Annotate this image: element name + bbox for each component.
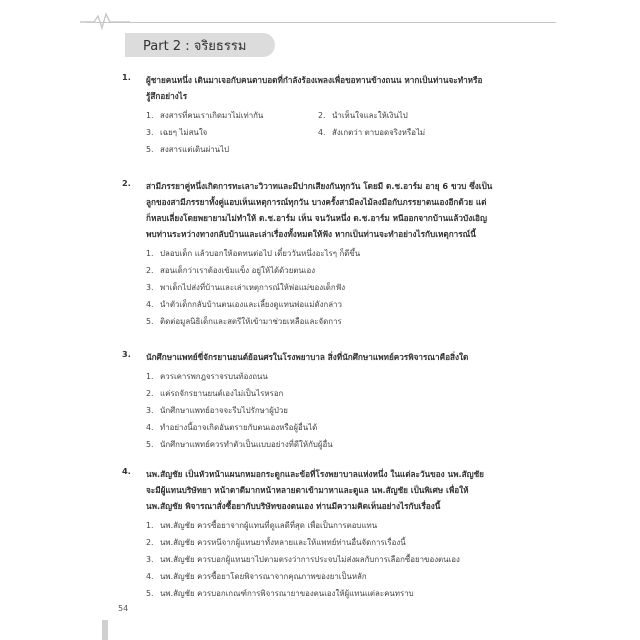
choice-number: 1.: [146, 249, 154, 258]
question-line: นักศึกษาแพทย์ขี่จักรยานยนต์ย้อนศรในโรงพยาบาล สิ่งที่นักศึกษาแพทย์ควรพิจารณาคือสิ่งใด: [146, 352, 469, 362]
question-line: ก็หลบเลี่ยงโดยพยายามไม่ทำให้ ด.ช.อาร์ม เห็น จนวันหนึ่ง ด.ช.อาร์ม หนีออกจากบ้านแล้วบังเอิญ: [146, 213, 487, 223]
choice-list: [146, 107, 522, 158]
choice-item[interactable]: [318, 107, 508, 124]
choice-text: นักศึกษาแพทย์ควรทำตัวเป็นแบบอย่างที่ดีให้กับผู้อื่น: [160, 440, 333, 449]
choice-number: 3.: [146, 406, 154, 415]
choice-number: 2.: [146, 538, 154, 547]
question-line: นพ.สัญชัย เป็นหัวหน้าแผนกหมอกระดูกและข้อที่โรงพยาบาลแห่งหนึ่ง ในแต่ละวันของ นพ.สัญชัย: [146, 469, 484, 479]
choice-item[interactable]: [146, 368, 522, 385]
section-title: Part 2 : จริยธรรม: [143, 38, 247, 54]
choice-item[interactable]: [146, 585, 522, 602]
question-text: [146, 178, 522, 242]
question-4: [122, 466, 522, 602]
choice-text: เฉยๆ ไม่สนใจ: [160, 128, 208, 137]
choice-number: 3.: [146, 128, 154, 137]
question-line: นพ.สัญชัย พิจารณาสั่งซื้อยากับบริษัทของตนเอง ท่านมีความคิดเห็นอย่างไรกับเรื่องนี้: [146, 501, 441, 511]
section-header: [125, 33, 275, 57]
question-line: รู้สึกอย่างไร: [146, 91, 188, 101]
choice-text: สงสารแต่เดินผ่านไป: [160, 145, 230, 154]
choice-text: แค่รถจักรยานยนต์เองไม่เป็นไรหรอก: [160, 389, 284, 398]
choice-number: 1.: [146, 111, 154, 120]
question-1: [122, 72, 522, 158]
choice-number: 1.: [146, 372, 154, 381]
choice-text: ทำอย่างนี้อาจเกิดอันตรายกับตนเองหรือผู้อื่นได้: [160, 423, 318, 432]
question-line: พบท่านระหว่างทางกลับบ้านและเล่าเรื่องทั้งหมดให้ฟัง หากเป็นท่านจะทำอย่างไรกับเหตุการณ์นี้: [146, 229, 476, 239]
choice-number: 3.: [146, 283, 154, 292]
question-line: จะมีผู้แทนบริษัทยา หน้าตาดีมากหน้าหลายตาเข้ามาหาและดูแล นพ.สัญชัย เป็นพิเศษ เพื่อให้: [146, 485, 469, 495]
choice-text: นพ.สัญชัย ควรซื้อยาโดยพิจารณาจากคุณภาพของยาเป็นหลัก: [160, 572, 367, 581]
choice-item[interactable]: [146, 436, 522, 453]
question-text: [146, 466, 522, 514]
choice-item[interactable]: [146, 107, 318, 124]
choice-number: 2.: [318, 111, 326, 120]
choice-item[interactable]: [146, 568, 522, 585]
choice-item[interactable]: [146, 124, 318, 141]
choice-text: นพ.สัญชัย ควรหนีจากผู้แทนยาทั้งหลายและให้แพทย์ท่านอื่นจัดการเรื่องนี้: [160, 538, 406, 547]
choice-item[interactable]: [146, 534, 522, 551]
choice-text: ติดต่อมูลนิธิเด็กและสตรีให้เข้ามาช่วยเหลือและจัดการ: [160, 317, 342, 326]
choice-text: สังเกตว่า ตาบอดจริงหรือไม่: [332, 128, 426, 137]
choice-item[interactable]: [146, 279, 522, 296]
choice-item[interactable]: [146, 551, 522, 568]
choice-number: 5.: [146, 145, 154, 154]
question-text: [146, 349, 522, 365]
choice-item[interactable]: [146, 296, 522, 313]
page-number: 54: [118, 604, 129, 613]
question-3: [122, 349, 522, 453]
question-number: 4.: [122, 466, 131, 476]
question-number: 1.: [122, 72, 131, 82]
choice-text: พาเด็กไปส่งที่บ้านและเล่าเหตุการณ์ให้พ่อแม่ของเด็กฟัง: [160, 283, 346, 292]
choice-list: [146, 368, 522, 453]
choice-text: นำตัวเด็กกลับบ้านตนเองและเลี้ยงดูแทนพ่อแม่ดังกล่าว: [160, 300, 342, 309]
question-line: ผู้ชายคนหนึ่ง เดินมาเจอกับคนตาบอดที่กำลังร้องเพลงเพื่อขอทานข้างถนน หากเป็นท่านจะทำหรือ: [146, 75, 483, 85]
header-rule: [86, 22, 556, 23]
choice-number: 5.: [146, 440, 154, 449]
question-2: [122, 178, 522, 330]
question-number: 2.: [122, 178, 131, 188]
choice-number: 4.: [146, 300, 154, 309]
choice-text: นพ.สัญชัย ควรบอกผู้แทนยาไปตามตรงว่าการประจบไม่ส่งผลกับการเลือกซื้อยาของตนเอง: [160, 555, 460, 564]
choice-number: 4.: [146, 572, 154, 581]
choice-item[interactable]: [146, 517, 522, 534]
choice-text: ปลอบเด็ก แล้วบอกให้อดทนต่อไป เดี๋ยววันหนึ่งอะไรๆ ก็ดีขึ้น: [160, 249, 361, 258]
choice-text: นพ.สัญชัย ควรบอกเกณฑ์การพิจารณายาของตนเองให้ผู้แทนแต่ละคนทราบ: [160, 589, 414, 598]
choice-item[interactable]: [146, 419, 522, 436]
choice-number: 4.: [318, 128, 326, 137]
choice-item[interactable]: [146, 141, 318, 158]
choice-item[interactable]: [146, 313, 522, 330]
page-edge-bar: [102, 620, 108, 640]
choice-item[interactable]: [146, 245, 522, 262]
choice-text: นักศึกษาแพทย์อาจจะรีบไปรักษาผู้ป่วย: [160, 406, 288, 415]
choice-item[interactable]: [146, 262, 522, 279]
choice-number: 4.: [146, 423, 154, 432]
choice-number: 2.: [146, 266, 154, 275]
choice-number: 3.: [146, 555, 154, 564]
choice-text: นพ.สัญชัย ควรซื้อยาจากผู้แทนที่ดูแลดีที่สุด เพื่อเป็นการตอบแทน: [160, 521, 378, 530]
choice-number: 5.: [146, 317, 154, 326]
question-number: 3.: [122, 349, 131, 359]
question-line: ลูกของสามีภรรยาทั้งคู่แอบเห็นเหตุการณ์ทุกวัน บางครั้งสามีลงไม้ลงมือกับภรรยาตนเองอีกด้วย แต่: [146, 197, 487, 207]
question-text: [146, 72, 522, 104]
question-line: สามีภรรยาคู่หนึ่งเกิดการทะเลาะวิวาทและมีปากเสียงกันทุกวัน โดยมี ด.ช.อาร์ม อายุ 6 ขวบ ซึ่งเป็น: [146, 181, 493, 191]
choice-item[interactable]: [146, 402, 522, 419]
choice-list: [146, 517, 522, 602]
heartbeat-icon: [80, 12, 130, 32]
choice-number: 2.: [146, 389, 154, 398]
choice-text: ควรเคารพกฎจราจรบนท้องถนน: [160, 372, 268, 381]
choice-number: 1.: [146, 521, 154, 530]
choice-text: สอนเด็กว่าเราต้องเข้มแข็ง อยู่ให้ได้ด้วยตนเอง: [160, 266, 316, 275]
choice-text: นำเห็นใจและให้เงินไป: [332, 111, 408, 120]
choice-list: [146, 245, 522, 330]
choice-item[interactable]: [146, 385, 522, 402]
choice-number: 5.: [146, 589, 154, 598]
choice-item[interactable]: [318, 124, 508, 141]
choice-text: สงสารที่คนเราเกิดมาไม่เท่ากัน: [160, 111, 264, 120]
